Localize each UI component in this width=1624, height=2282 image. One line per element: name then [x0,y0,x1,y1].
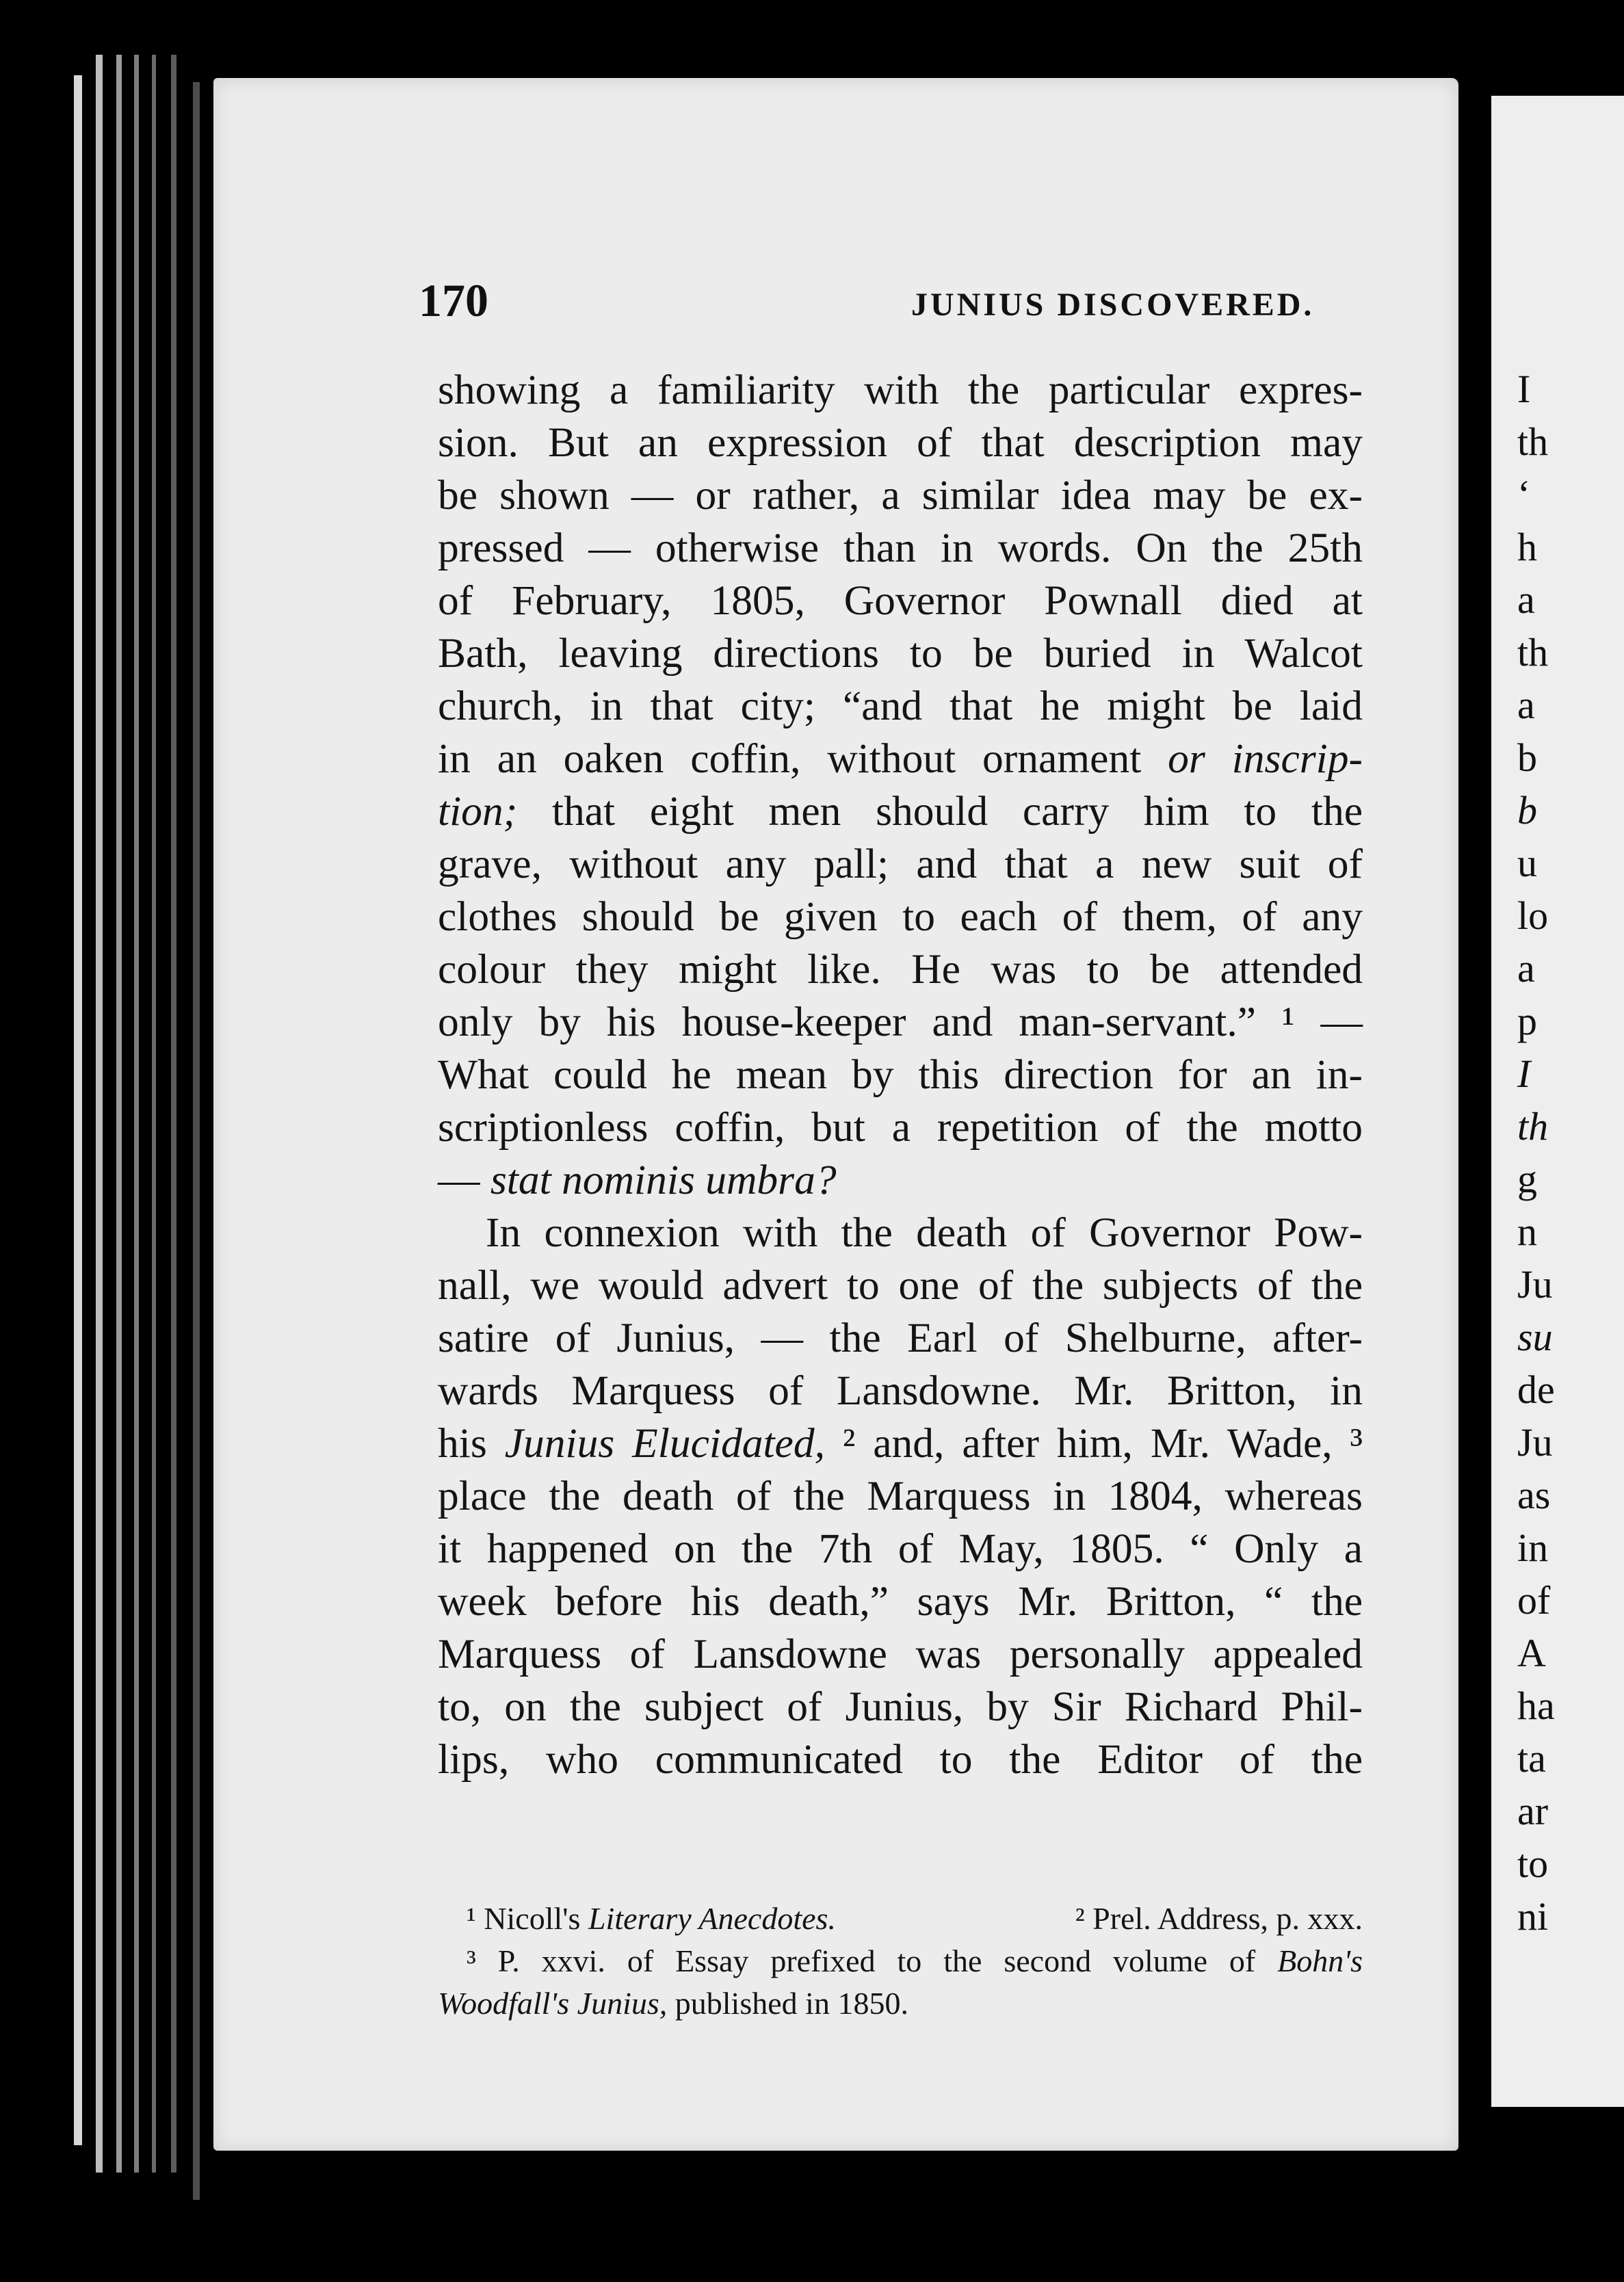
page-edge [193,82,200,2200]
book-page [213,78,1458,2151]
text-line: wards Marquess of Lansdowne. Mr. Britton, in [438,1367,1363,1414]
facing-page-fragment: u [1517,841,1537,885]
text-line: In connexion with the death of Governor Pow- [486,1209,1363,1256]
text-line: in an oaken coffin, without ornament or inscrip- [438,735,1363,782]
facing-page [1491,96,1624,2107]
text-line: sion. But an expression of that description may [438,419,1363,466]
facing-page-fragment: Ju [1517,1262,1553,1307]
text-line: pressed — otherwise than in words. On the 25th [438,525,1363,571]
text-line: satire of Junius, — the Earl of Shelburne, after- [438,1315,1363,1361]
text-line: clothes should be given to each of them, of any [438,893,1363,940]
footnote-2: ² Prel. Address, p. xxx. [1075,1901,1363,1936]
running-head: JUNIUS DISCOVERED. [911,287,1315,323]
facing-page-fragment: b [1517,735,1537,780]
facing-page-fragment: th [1517,419,1549,464]
facing-page-fragment: ar [1517,1789,1549,1833]
text-line: his Junius Elucidated, ² and, after him, Mr. Wade, ³ [438,1420,1363,1467]
text-line: grave, without any pall; and that a new suit of [438,841,1363,887]
text-line: lips, who communicated to the Editor of the [438,1736,1363,1783]
facing-page-fragment: su [1517,1315,1553,1359]
footnote-row [438,1898,1363,1940]
footnote-1: ¹ Nicoll's Literary Anecdotes. [467,1901,836,1936]
page-edge [116,55,122,2173]
page-header [419,274,1349,335]
text-line: only by his house-keeper and man-servant.” ¹ — [438,999,1363,1045]
facing-page-fragment: of [1517,1578,1551,1623]
facing-page-fragment: de [1517,1367,1555,1412]
page-edge [134,55,139,2173]
footnote-3: ³ P. xxvi. of Essay prefixed to the second volume of Bohn's [467,1943,1363,1978]
facing-page-fragment: b [1517,788,1537,832]
facing-page-fragment: h [1517,525,1537,569]
text-line: colour they might like. He was to be attended [438,946,1363,993]
facing-page-fragment: lo [1517,893,1549,938]
footnotes [438,1898,1363,2025]
page-edge [171,55,176,2173]
text-line: Bath, leaving directions to be buried in Walcot [438,630,1363,677]
facing-page-fragment: A [1517,1631,1546,1675]
text-line: — stat nominis umbra? [438,1157,837,1203]
text-line: week before his death,” says Mr. Britton, “ the [438,1578,1363,1625]
text-line: What could he mean by this direction for an in- [438,1051,1363,1098]
text-line: scriptionless coffin, but a repetition of the motto [438,1104,1363,1151]
facing-page-fragment: th [1517,1104,1549,1149]
facing-page-fragment: as [1517,1473,1551,1517]
facing-page-fragment: to [1517,1841,1549,1886]
text-line: be shown — or rather, a similar idea may be ex- [438,472,1363,519]
text-line: tion; that eight men should carry him to the [438,788,1363,835]
facing-page-fragment: ha [1517,1683,1555,1728]
facing-page-fragment: I [1517,1051,1531,1096]
body-text [438,364,1363,1786]
text-line: to, on the subject of Junius, by Sir Richard Phil- [438,1683,1363,1730]
text-line: showing a familiarity with the particular expres- [438,367,1363,413]
page-number: 170 [419,274,488,326]
footnote-3-continued: Woodfall's Junius, published in 1850. [438,1986,908,2021]
page-edge [96,55,103,2173]
facing-page-fragment: ta [1517,1736,1546,1781]
facing-page-fragment: ni [1517,1894,1549,1939]
text-line: place the death of the Marquess in 1804, whereas [438,1473,1363,1519]
facing-page-fragment: a [1517,946,1535,991]
facing-page-fragment: I [1517,367,1531,411]
facing-page-fragment: a [1517,577,1535,622]
text-line: of February, 1805, Governor Pownall died at [438,577,1363,624]
facing-page-fragment: ‘ [1517,472,1531,516]
facing-page-fragment: in [1517,1525,1549,1570]
facing-page-fragment: Ju [1517,1420,1553,1465]
facing-page-fragment: th [1517,630,1549,674]
page-edge [152,55,156,2173]
facing-page-fragment: a [1517,683,1535,727]
page-edge [74,75,82,2145]
facing-page-fragment: p [1517,999,1537,1043]
text-line: Marquess of Lansdowne was personally appealed [438,1631,1363,1677]
facing-page-fragment: g [1517,1157,1537,1201]
facing-page-fragment: n [1517,1209,1537,1254]
text-line: it happened on the 7th of May, 1805. “ Only a [438,1525,1363,1572]
text-line: church, in that city; “and that he might be laid [438,683,1363,729]
text-line: nall, we would advert to one of the subjects of the [438,1262,1363,1309]
